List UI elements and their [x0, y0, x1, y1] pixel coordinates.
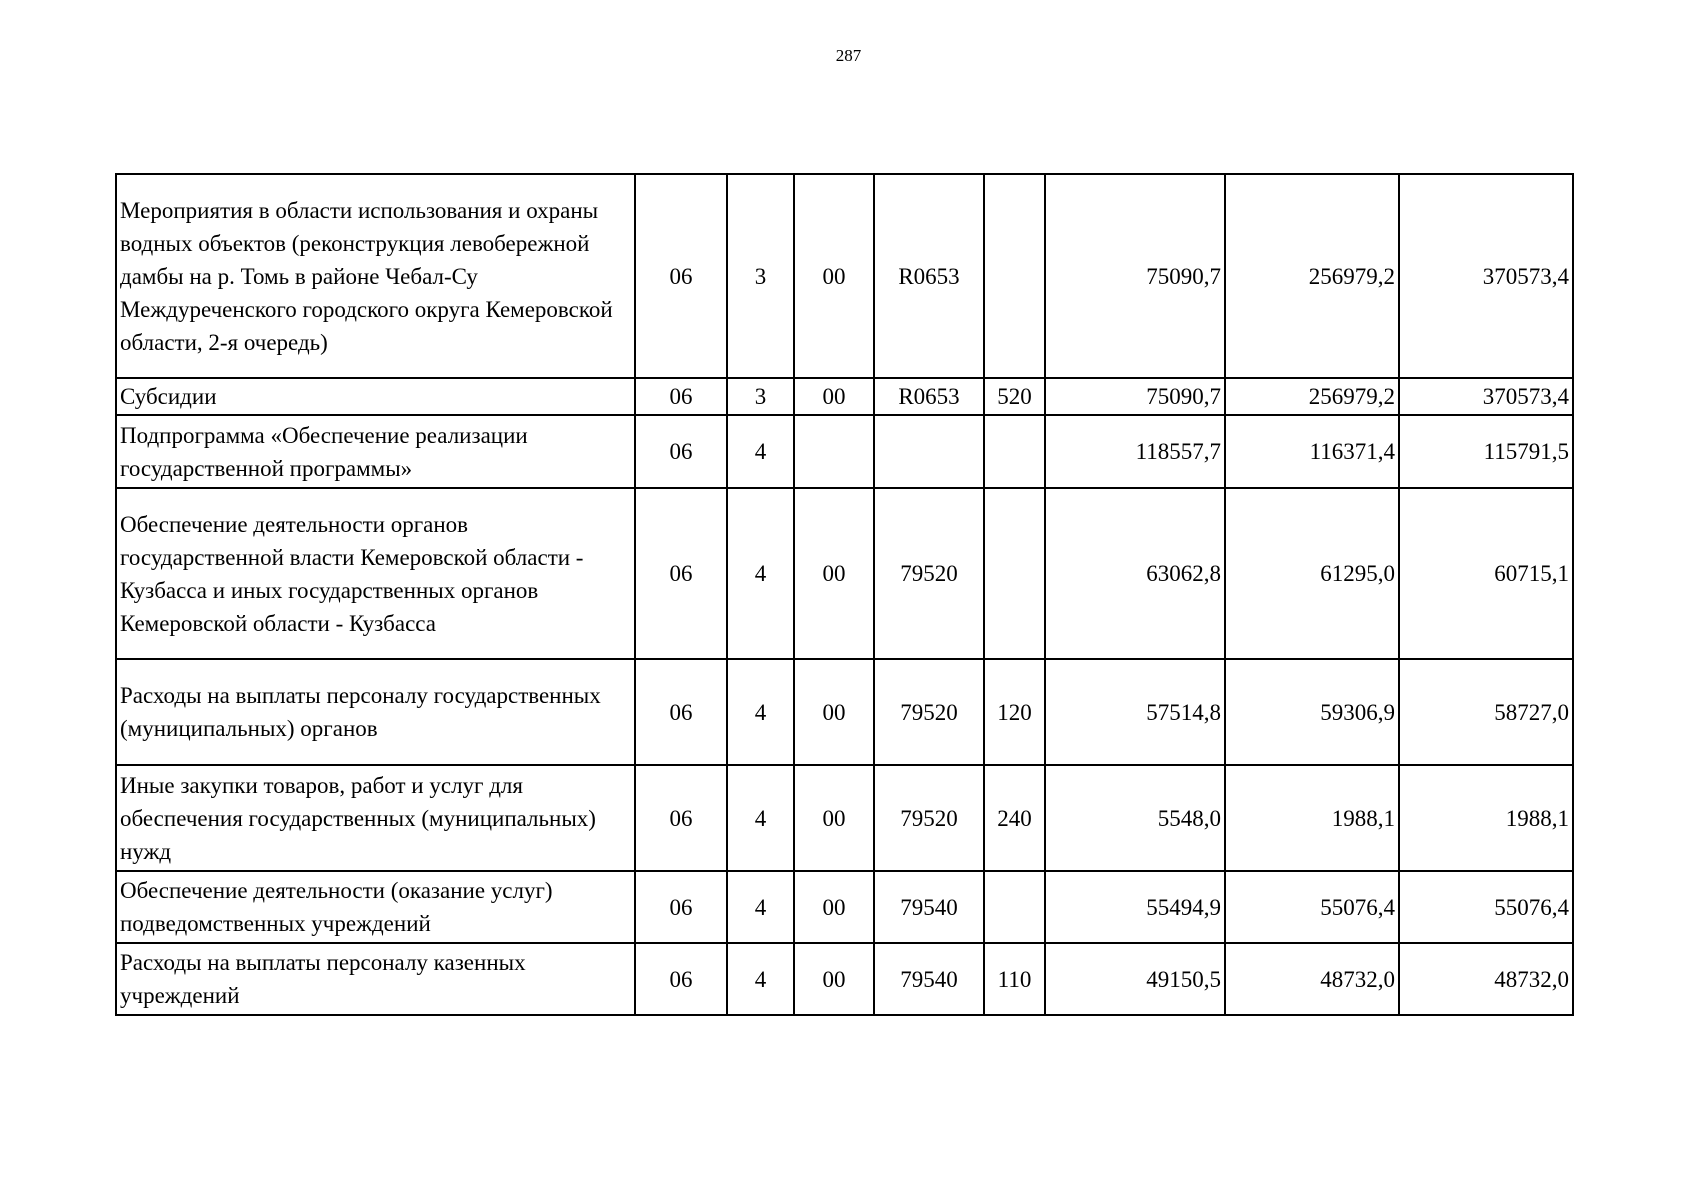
- table-row: [116, 415, 1573, 488]
- subprogram-code: [794, 415, 874, 488]
- amount-year-3: 48732,0: [1399, 943, 1573, 1015]
- amount-year-2: 256979,2: [1225, 378, 1399, 415]
- expense-type-code: 110: [984, 943, 1045, 1015]
- expense-name: Подпрограмма «Обеспечение реализации государственной программы»: [116, 415, 635, 488]
- subprogram-code: 00: [794, 488, 874, 659]
- subprogram-code: 00: [794, 765, 874, 871]
- amount-year-1: 5548,0: [1045, 765, 1225, 871]
- subprogram-code: 00: [794, 378, 874, 415]
- amount-year-1: 118557,7: [1045, 415, 1225, 488]
- amount-year-3: 370573,4: [1399, 378, 1573, 415]
- amount-year-1: 55494,9: [1045, 871, 1225, 943]
- expense-type-code: 520: [984, 378, 1045, 415]
- table-row: [116, 659, 1573, 765]
- section-code: 06: [635, 765, 727, 871]
- expense-name: Расходы на выплаты персоналу казенных учреждений: [116, 943, 635, 1015]
- table-row: [116, 378, 1573, 415]
- amount-year-1: 63062,8: [1045, 488, 1225, 659]
- expense-type-code: 120: [984, 659, 1045, 765]
- expense-name: Иные закупки товаров, работ и услуг для обеспечения государственных (муниципальных) нужд: [116, 765, 635, 871]
- subprogram-code: 00: [794, 943, 874, 1015]
- expense-name: Субсидии: [116, 378, 635, 415]
- direction-code: R0653: [874, 174, 984, 378]
- table-row: [116, 765, 1573, 871]
- amount-year-3: 115791,5: [1399, 415, 1573, 488]
- section-code: 06: [635, 659, 727, 765]
- program-code: 4: [727, 659, 794, 765]
- program-code: 4: [727, 765, 794, 871]
- direction-code: 79540: [874, 943, 984, 1015]
- direction-code: 79520: [874, 659, 984, 765]
- direction-code: 79520: [874, 488, 984, 659]
- section-code: 06: [635, 378, 727, 415]
- expense-type-code: 240: [984, 765, 1045, 871]
- program-code: 4: [727, 871, 794, 943]
- amount-year-3: 1988,1: [1399, 765, 1573, 871]
- budget-table: [115, 173, 1574, 1016]
- direction-code: [874, 415, 984, 488]
- program-code: 4: [727, 415, 794, 488]
- table-row: [116, 488, 1573, 659]
- program-code: 4: [727, 488, 794, 659]
- table-row: [116, 871, 1573, 943]
- amount-year-2: 1988,1: [1225, 765, 1399, 871]
- amount-year-1: 57514,8: [1045, 659, 1225, 765]
- amount-year-3: 58727,0: [1399, 659, 1573, 765]
- subprogram-code: 00: [794, 659, 874, 765]
- section-code: 06: [635, 174, 727, 378]
- amount-year-2: 256979,2: [1225, 174, 1399, 378]
- amount-year-1: 75090,7: [1045, 378, 1225, 415]
- program-code: 4: [727, 943, 794, 1015]
- program-code: 3: [727, 174, 794, 378]
- direction-code: 79540: [874, 871, 984, 943]
- table-row: [116, 943, 1573, 1015]
- amount-year-2: 55076,4: [1225, 871, 1399, 943]
- amount-year-1: 49150,5: [1045, 943, 1225, 1015]
- amount-year-2: 48732,0: [1225, 943, 1399, 1015]
- expense-type-code: [984, 415, 1045, 488]
- expense-name: Обеспечение деятельности (оказание услуг) подведомственных учреждений: [116, 871, 635, 943]
- section-code: 06: [635, 943, 727, 1015]
- expense-type-code: [984, 174, 1045, 378]
- section-code: 06: [635, 871, 727, 943]
- direction-code: R0653: [874, 378, 984, 415]
- amount-year-3: 370573,4: [1399, 174, 1573, 378]
- expense-type-code: [984, 871, 1045, 943]
- amount-year-3: 55076,4: [1399, 871, 1573, 943]
- amount-year-2: 61295,0: [1225, 488, 1399, 659]
- table-row: [116, 174, 1573, 378]
- expense-name: Мероприятия в области использования и охраны водных объектов (реконструкция левобережной дамбы на р. Томь в районе Чебал-Су Междуреченского городского округа Кемеровской области, 2-я очередь): [116, 174, 635, 378]
- amount-year-2: 59306,9: [1225, 659, 1399, 765]
- program-code: 3: [727, 378, 794, 415]
- amount-year-1: 75090,7: [1045, 174, 1225, 378]
- expense-type-code: [984, 488, 1045, 659]
- subprogram-code: 00: [794, 871, 874, 943]
- section-code: 06: [635, 488, 727, 659]
- direction-code: 79520: [874, 765, 984, 871]
- subprogram-code: 00: [794, 174, 874, 378]
- amount-year-3: 60715,1: [1399, 488, 1573, 659]
- expense-name: Обеспечение деятельности органов государственной власти Кемеровской области - Кузбасса и иных государственных органов Кемеровской области - Кузбасса: [116, 488, 635, 659]
- page-number: 287: [835, 46, 862, 65]
- amount-year-2: 116371,4: [1225, 415, 1399, 488]
- expense-name: Расходы на выплаты персоналу государственных (муниципальных) органов: [116, 659, 635, 765]
- section-code: 06: [635, 415, 727, 488]
